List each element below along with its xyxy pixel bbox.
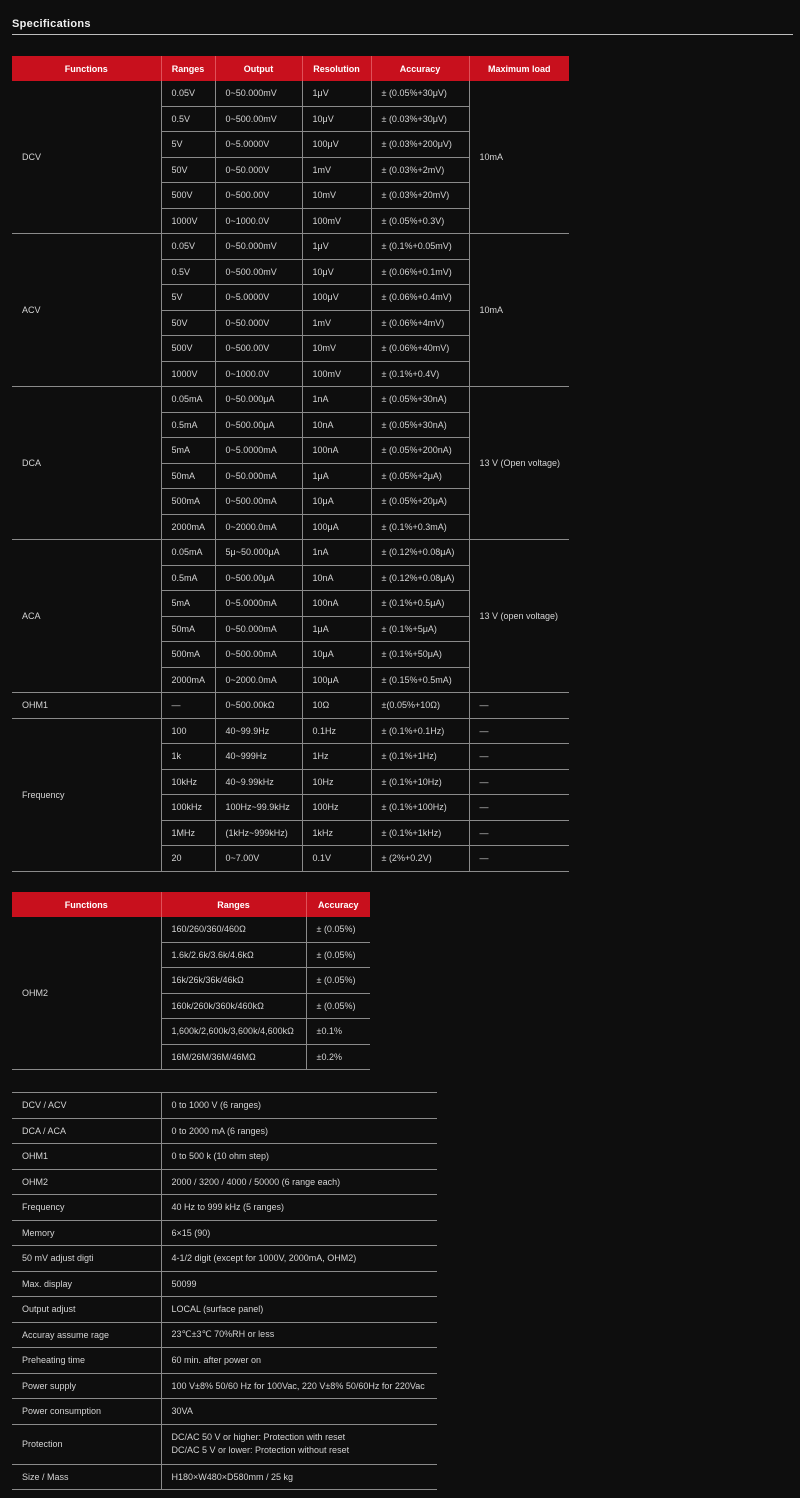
max-load-cell: — [469, 769, 569, 795]
range-cell: 50mA [161, 616, 215, 642]
accuracy-cell: ± (0.05%+30μV) [371, 81, 469, 106]
range-cell: 5mA [161, 591, 215, 617]
resolution-cell: 10μV [302, 259, 371, 285]
accuracy-cell: ±0.1% [306, 1019, 370, 1045]
function-cell: Frequency [12, 718, 161, 871]
header-maximum-load: Maximum load [469, 56, 569, 81]
resolution-cell: 100nA [302, 438, 371, 464]
spec-label: Frequency [12, 1195, 161, 1221]
range-cell: 20 [161, 846, 215, 872]
resolution-cell: 1μA [302, 463, 371, 489]
accuracy-cell: ± (0.1%+1Hz) [371, 744, 469, 770]
spec-label: DCA / ACA [12, 1118, 161, 1144]
max-load-cell: — [469, 795, 569, 821]
table-row [12, 1322, 437, 1348]
accuracy-cell: ± (0.06%+0.4mV) [371, 285, 469, 311]
spec-value: 100 V±8% 50/60 Hz for 100Vac, 220 V±8% 50/60Hz for 220Vac [161, 1373, 437, 1399]
range-cell: 160/260/360/460Ω [161, 917, 306, 942]
range-cell: 100kHz [161, 795, 215, 821]
max-load-cell: — [469, 744, 569, 770]
resolution-cell: 10μV [302, 106, 371, 132]
resolution-cell: 10Hz [302, 769, 371, 795]
spec-value [161, 1424, 437, 1464]
output-cell: 0~50.000μA [215, 387, 302, 413]
spec-label: Preheating time [12, 1348, 161, 1374]
resolution-cell: 100μA [302, 514, 371, 540]
accuracy-cell: ± (2%+0.2V) [371, 846, 469, 872]
accuracy-cell: ± (0.15%+0.5mA) [371, 667, 469, 693]
output-cell: 0~7.00V [215, 846, 302, 872]
max-load-cell: 10mA [469, 81, 569, 234]
resolution-cell: 10nA [302, 565, 371, 591]
output-cell: 40~99.9Hz [215, 718, 302, 744]
spec-label: Output adjust [12, 1297, 161, 1323]
accuracy-cell: ± (0.12%+0.08μA) [371, 540, 469, 566]
table-row [12, 1297, 437, 1323]
spec-value: 40 Hz to 999 kHz (5 ranges) [161, 1195, 437, 1221]
ohm2-body [12, 917, 370, 1070]
max-load-cell: — [469, 846, 569, 872]
header-functions: Functions [12, 892, 161, 917]
resolution-cell: 1Hz [302, 744, 371, 770]
resolution-cell: 10μA [302, 642, 371, 668]
range-cell: 500mA [161, 489, 215, 515]
general-specs-body [12, 1093, 437, 1490]
max-load-cell: — [469, 693, 569, 719]
accuracy-cell: ± (0.03%+2mV) [371, 157, 469, 183]
table-row [12, 1348, 437, 1374]
accuracy-cell: ± (0.03%+200μV) [371, 132, 469, 158]
resolution-cell: 0.1Hz [302, 718, 371, 744]
accuracy-cell: ± (0.1%+0.5μA) [371, 591, 469, 617]
table-row [12, 1144, 437, 1170]
range-cell: 500V [161, 336, 215, 362]
resolution-cell: 1mV [302, 310, 371, 336]
output-cell: 0~5.0000mA [215, 591, 302, 617]
accuracy-cell: ± (0.05%) [306, 942, 370, 968]
range-cell: 5V [161, 132, 215, 158]
spec-value: 50099 [161, 1271, 437, 1297]
function-cell: ACA [12, 540, 161, 693]
protection-line-2: DC/AC 5 V or lower: Protection without reset [171, 1445, 350, 1455]
accuracy-cell: ± (0.1%+0.3mA) [371, 514, 469, 540]
accuracy-cell: ± (0.05%) [306, 993, 370, 1019]
resolution-cell: 100Hz [302, 795, 371, 821]
range-cell: — [161, 693, 215, 719]
accuracy-cell: ± (0.05%+30nA) [371, 387, 469, 413]
accuracy-cell: ± (0.05%) [306, 917, 370, 942]
accuracy-cell: ± (0.05%+20μA) [371, 489, 469, 515]
resolution-cell: 100μV [302, 285, 371, 311]
table-row [12, 1195, 437, 1221]
output-cell: 0~50.000mA [215, 616, 302, 642]
table-row [12, 1271, 437, 1297]
output-cell: 0~50.000V [215, 157, 302, 183]
max-load-cell: 13 V (Open voltage) [469, 387, 569, 540]
spec-value: H180×W480×D580mm / 25 kg [161, 1464, 437, 1490]
range-cell: 50V [161, 310, 215, 336]
range-cell: 5mA [161, 438, 215, 464]
table-row [12, 387, 569, 413]
spec-label: Power consumption [12, 1399, 161, 1425]
resolution-cell: 100nA [302, 591, 371, 617]
header-output: Output [215, 56, 302, 81]
accuracy-cell: ± (0.05%+2μA) [371, 463, 469, 489]
range-cell: 50V [161, 157, 215, 183]
table-row [12, 693, 569, 719]
spec-label: OHM2 [12, 1169, 161, 1195]
resolution-cell: 1mV [302, 157, 371, 183]
range-cell: 2000mA [161, 514, 215, 540]
resolution-cell: 10mV [302, 183, 371, 209]
spec-value: 4-1/2 digit (except for 1000V, 2000mA, OHM2) [161, 1246, 437, 1272]
range-cell: 0.05V [161, 81, 215, 106]
table-row [12, 1424, 437, 1464]
range-cell: 0.5mA [161, 565, 215, 591]
table-row [12, 1246, 437, 1272]
accuracy-cell: ± (0.1%+5μA) [371, 616, 469, 642]
table-row [12, 1399, 437, 1425]
accuracy-cell: ± (0.05%+0.3V) [371, 208, 469, 234]
spec-label: Protection [12, 1424, 161, 1464]
table-row [12, 917, 370, 942]
table-row [12, 81, 569, 106]
spec-value: 60 min. after power on [161, 1348, 437, 1374]
range-cell: 0.05mA [161, 540, 215, 566]
resolution-cell: 10μA [302, 489, 371, 515]
range-cell: 100 [161, 718, 215, 744]
range-cell: 0.05V [161, 234, 215, 260]
max-load-cell: 13 V (open voltage) [469, 540, 569, 693]
resolution-cell: 10mV [302, 336, 371, 362]
output-cell: 40~999Hz [215, 744, 302, 770]
table-row [12, 1093, 437, 1119]
spec-label: 50 mV adjust digti [12, 1246, 161, 1272]
accuracy-cell: ± (0.1%+100Hz) [371, 795, 469, 821]
page-title: Specifications [12, 18, 91, 30]
range-cell: 0.5mA [161, 412, 215, 438]
range-cell: 500mA [161, 642, 215, 668]
spec-value: 30VA [161, 1399, 437, 1425]
spec-label: Memory [12, 1220, 161, 1246]
range-cell: 160k/260k/360k/460kΩ [161, 993, 306, 1019]
output-cell: 0~1000.0V [215, 361, 302, 387]
range-cell: 0.5V [161, 106, 215, 132]
accuracy-cell: ± (0.12%+0.08μA) [371, 565, 469, 591]
resolution-cell: 100mV [302, 361, 371, 387]
max-load-cell: — [469, 820, 569, 846]
range-cell: 500V [161, 183, 215, 209]
output-cell: 0~500.00kΩ [215, 693, 302, 719]
spec-value: 6×15 (90) [161, 1220, 437, 1246]
output-cell: 0~500.00V [215, 183, 302, 209]
resolution-cell: 0.1V [302, 846, 371, 872]
output-cell: 0~50.000V [215, 310, 302, 336]
table-row [12, 234, 569, 260]
range-cell: 5V [161, 285, 215, 311]
table-row [12, 1220, 437, 1246]
max-load-cell: 10mA [469, 234, 569, 387]
header-ranges: Ranges [161, 892, 306, 917]
output-cell: 0~500.00mA [215, 489, 302, 515]
range-cell: 1.6k/2.6k/3.6k/4.6kΩ [161, 942, 306, 968]
output-cell: 0~2000.0mA [215, 667, 302, 693]
resolution-cell: 1nA [302, 540, 371, 566]
spec-label: Max. display [12, 1271, 161, 1297]
output-cell: 0~1000.0V [215, 208, 302, 234]
range-cell: 16M/26M/36M/46MΩ [161, 1044, 306, 1070]
table-row [12, 1373, 437, 1399]
accuracy-cell: ± (0.05%+200nA) [371, 438, 469, 464]
table-row [12, 718, 569, 744]
accuracy-cell: ± (0.1%+0.4V) [371, 361, 469, 387]
spec-label: DCV / ACV [12, 1093, 161, 1119]
resolution-cell: 1μA [302, 616, 371, 642]
title-divider [12, 34, 793, 35]
spec-label: OHM1 [12, 1144, 161, 1170]
spec-label: Size / Mass [12, 1464, 161, 1490]
table-header-row [12, 56, 569, 81]
header-accuracy: Accuracy [371, 56, 469, 81]
function-cell: ACV [12, 234, 161, 387]
resolution-cell: 100mV [302, 208, 371, 234]
function-cell: DCA [12, 387, 161, 540]
general-specs-table [12, 1092, 437, 1490]
resolution-cell: 1μV [302, 234, 371, 260]
header-accuracy: Accuracy [306, 892, 370, 917]
output-cell: 0~2000.0mA [215, 514, 302, 540]
output-cell: 0~50.000mV [215, 234, 302, 260]
accuracy-cell: ± (0.03%+20mV) [371, 183, 469, 209]
output-cell: 0~5.0000mA [215, 438, 302, 464]
specifications-body [12, 81, 569, 871]
accuracy-cell: ± (0.1%+1kHz) [371, 820, 469, 846]
range-cell: 2000mA [161, 667, 215, 693]
accuracy-cell: ± (0.05%) [306, 968, 370, 994]
table-header-row [12, 892, 370, 917]
accuracy-cell: ± (0.05%+30nA) [371, 412, 469, 438]
range-cell: 16k/26k/36k/46kΩ [161, 968, 306, 994]
spec-value: LOCAL (surface panel) [161, 1297, 437, 1323]
table-row [12, 1118, 437, 1144]
spec-value: 0 to 500 k (10 ohm step) [161, 1144, 437, 1170]
specifications-table [12, 56, 569, 872]
range-cell: 50mA [161, 463, 215, 489]
range-cell: 0.05mA [161, 387, 215, 413]
resolution-cell: 10nA [302, 412, 371, 438]
output-cell: 0~500.00μA [215, 412, 302, 438]
output-cell: 0~50.000mA [215, 463, 302, 489]
range-cell: 0.5V [161, 259, 215, 285]
output-cell: 40~9.99kHz [215, 769, 302, 795]
output-cell: 0~500.00mA [215, 642, 302, 668]
resolution-cell: 100μA [302, 667, 371, 693]
spec-label: Accuray assume rage [12, 1322, 161, 1348]
output-cell: 0~5.0000V [215, 285, 302, 311]
header-resolution: Resolution [302, 56, 371, 81]
accuracy-cell: ± (0.06%+40mV) [371, 336, 469, 362]
resolution-cell: 10Ω [302, 693, 371, 719]
function-cell: OHM1 [12, 693, 161, 719]
spec-value: 2000 / 3200 / 4000 / 50000 (6 range each) [161, 1169, 437, 1195]
output-cell: 0~50.000mV [215, 81, 302, 106]
spec-label: Power supply [12, 1373, 161, 1399]
resolution-cell: 100μV [302, 132, 371, 158]
accuracy-cell: ± (0.1%+50μA) [371, 642, 469, 668]
accuracy-cell: ± (0.03%+30μV) [371, 106, 469, 132]
output-cell: 100Hz~99.9kHz [215, 795, 302, 821]
function-cell: DCV [12, 81, 161, 234]
range-cell: 1000V [161, 208, 215, 234]
accuracy-cell: ± (0.1%+0.05mV) [371, 234, 469, 260]
table-row [12, 1464, 437, 1490]
output-cell: 0~500.00V [215, 336, 302, 362]
range-cell: 1MHz [161, 820, 215, 846]
header-ranges: Ranges [161, 56, 215, 81]
accuracy-cell: ±(0.05%+10Ω) [371, 693, 469, 719]
resolution-cell: 1nA [302, 387, 371, 413]
resolution-cell: 1μV [302, 81, 371, 106]
accuracy-cell: ± (0.06%+0.1mV) [371, 259, 469, 285]
function-cell: OHM2 [12, 917, 161, 1070]
spec-value: 23℃±3℃ 70%RH or less [161, 1322, 437, 1348]
output-cell: 5μ~50.000μA [215, 540, 302, 566]
accuracy-cell: ± (0.1%+0.1Hz) [371, 718, 469, 744]
ohm2-table [12, 892, 370, 1070]
range-cell: 10kHz [161, 769, 215, 795]
spec-value: 0 to 1000 V (6 ranges) [161, 1093, 437, 1119]
protection-line-1: DC/AC 50 V or higher: Protection with reset [171, 1432, 346, 1442]
range-cell: 1,600k/2,600k/3,600k/4,600kΩ [161, 1019, 306, 1045]
output-cell: 0~5.0000V [215, 132, 302, 158]
output-cell: (1kHz~999kHz) [215, 820, 302, 846]
resolution-cell: 1kHz [302, 820, 371, 846]
accuracy-cell: ± (0.1%+10Hz) [371, 769, 469, 795]
table-row [12, 1169, 437, 1195]
range-cell: 1k [161, 744, 215, 770]
range-cell: 1000V [161, 361, 215, 387]
output-cell: 0~500.00mV [215, 106, 302, 132]
accuracy-cell: ±0.2% [306, 1044, 370, 1070]
header-functions: Functions [12, 56, 161, 81]
spec-value: 0 to 2000 mA (6 ranges) [161, 1118, 437, 1144]
output-cell: 0~500.00μA [215, 565, 302, 591]
output-cell: 0~500.00mV [215, 259, 302, 285]
accuracy-cell: ± (0.06%+4mV) [371, 310, 469, 336]
max-load-cell: — [469, 718, 569, 744]
table-row [12, 540, 569, 566]
